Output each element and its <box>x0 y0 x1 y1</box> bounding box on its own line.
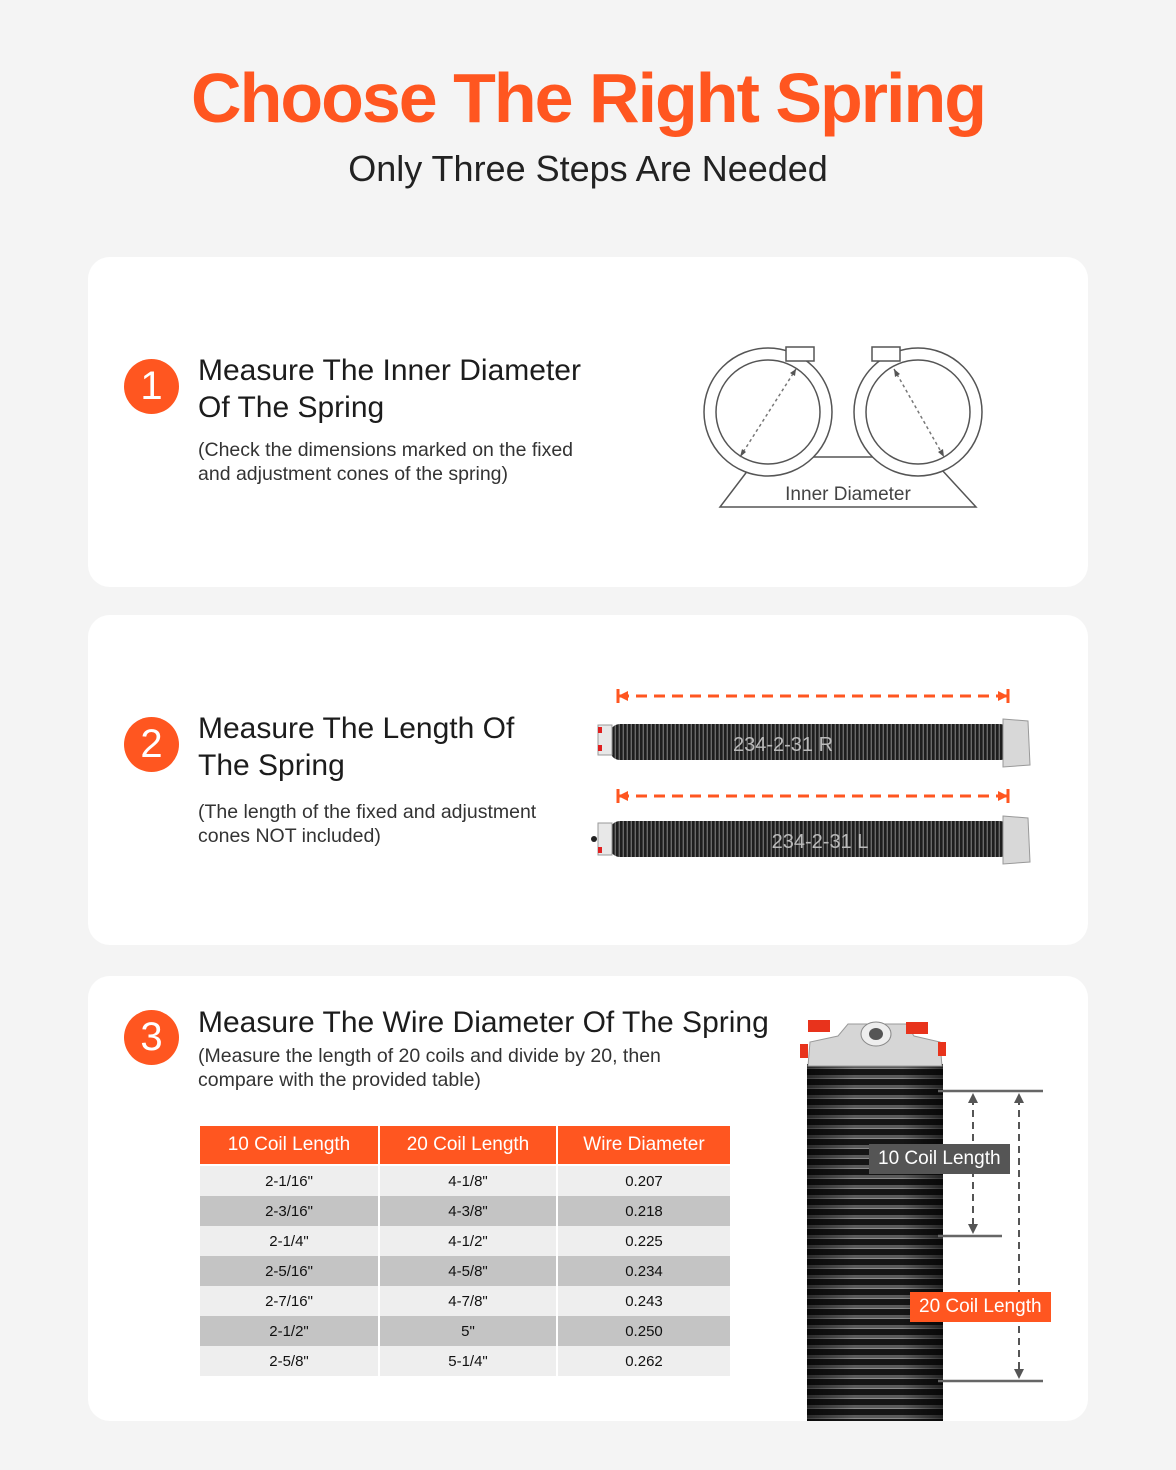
table-cell: 0.234 <box>558 1256 730 1286</box>
step-1-heading-line-1: Measure The Inner Diameter <box>198 354 581 387</box>
table-cell: 0.218 <box>558 1196 730 1226</box>
spring-cone <box>800 1020 946 1066</box>
step-1-note <box>198 438 573 486</box>
table-row <box>200 1286 730 1316</box>
step-1-heading <box>198 352 581 426</box>
right-spring-ring-icon <box>854 347 982 476</box>
table-cell: 4-3/8" <box>380 1196 556 1226</box>
table-header-10-coil: 10 Coil Length <box>200 1126 378 1166</box>
spring-left-label: 234-2-31 L <box>771 831 869 853</box>
step-2-note-line-2: cones NOT included) <box>198 825 381 847</box>
table-row <box>200 1346 730 1376</box>
10-coil-length-tag: 10 Coil Length <box>869 1144 1010 1174</box>
table-cell: 4-1/8" <box>380 1166 556 1196</box>
step-2-heading <box>198 710 514 784</box>
step-2-heading-line-1: Measure The Length Of <box>198 712 515 745</box>
spring-right-label: 234-2-31 R <box>732 734 834 756</box>
table-cell: 0.250 <box>558 1316 730 1346</box>
step-1-number-badge: 1 <box>124 359 179 414</box>
coil-measure-lines <box>938 1091 1043 1381</box>
table-header-20-coil: 20 Coil Length <box>380 1126 556 1166</box>
inner-diameter-label: Inner Diameter <box>785 484 911 505</box>
table-row <box>200 1166 730 1196</box>
step-2-note-line-1: (The length of the fixed and adjustment <box>198 801 537 823</box>
step-3-note-line-1: (Measure the length of 20 coils and divide by 20, then <box>198 1045 661 1067</box>
table-cell: 4-5/8" <box>380 1256 556 1286</box>
length-measure-arrow-bottom <box>618 789 1008 803</box>
table-cell: 0.207 <box>558 1166 730 1196</box>
table-cell: 5" <box>380 1316 556 1346</box>
table-row <box>200 1226 730 1256</box>
step-2-heading-line-2: The Spring <box>198 749 345 782</box>
step-3-heading: Measure The Wire Diameter Of The Spring <box>198 1006 769 1039</box>
table-cell: 4-1/2" <box>380 1226 556 1256</box>
step-2-card <box>88 615 1088 945</box>
table-row <box>200 1196 730 1226</box>
table-cell: 4-7/8" <box>380 1286 556 1316</box>
table-header-row <box>200 1126 730 1166</box>
table-row <box>200 1316 730 1346</box>
table-row <box>200 1256 730 1286</box>
step-2-note <box>198 800 536 848</box>
table-cell: 2-1/4" <box>200 1226 378 1256</box>
page-subtitle: Only Three Steps Are Needed <box>348 148 828 189</box>
table-cell: 2-1/2" <box>200 1316 378 1346</box>
spring-length-diagram <box>588 681 1058 881</box>
inner-diameter-diagram <box>698 337 998 512</box>
step-3-card <box>88 976 1088 1421</box>
step-1-card <box>88 257 1088 587</box>
spring-right-wound <box>598 719 1030 767</box>
table-cell: 0.225 <box>558 1226 730 1256</box>
length-measure-arrow-top <box>618 689 1008 703</box>
table-cell: 2-3/16" <box>200 1196 378 1226</box>
page-title: Choose The Right Spring <box>191 59 985 137</box>
table-cell: 2-7/16" <box>200 1286 378 1316</box>
step-3-number-badge: 3 <box>124 1010 179 1065</box>
step-2-number-badge: 2 <box>124 717 179 772</box>
table-cell: 2-1/16" <box>200 1166 378 1196</box>
step-3-note-line-2: compare with the provided table) <box>198 1069 481 1091</box>
table-cell: 2-5/16" <box>200 1256 378 1286</box>
step-3-note <box>198 1044 661 1092</box>
step-1-note-line-1: (Check the dimensions marked on the fixed <box>198 439 574 461</box>
table-header-wire-diameter: Wire Diameter <box>558 1126 730 1166</box>
step-1-note-line-2: and adjustment cones of the spring) <box>198 463 509 485</box>
table-cell: 0.243 <box>558 1286 730 1316</box>
left-spring-ring-icon <box>704 347 832 476</box>
table-cell: 0.262 <box>558 1346 730 1376</box>
table-cell: 5-1/4" <box>380 1346 556 1376</box>
spring-left-wound <box>591 816 1030 864</box>
step-1-heading-line-2: Of The Spring <box>198 391 385 424</box>
vertical-spring-illustration <box>788 1014 1068 1421</box>
20-coil-length-tag: 20 Coil Length <box>910 1292 1051 1322</box>
wire-diameter-table <box>198 1126 732 1376</box>
table-cell: 2-5/8" <box>200 1346 378 1376</box>
